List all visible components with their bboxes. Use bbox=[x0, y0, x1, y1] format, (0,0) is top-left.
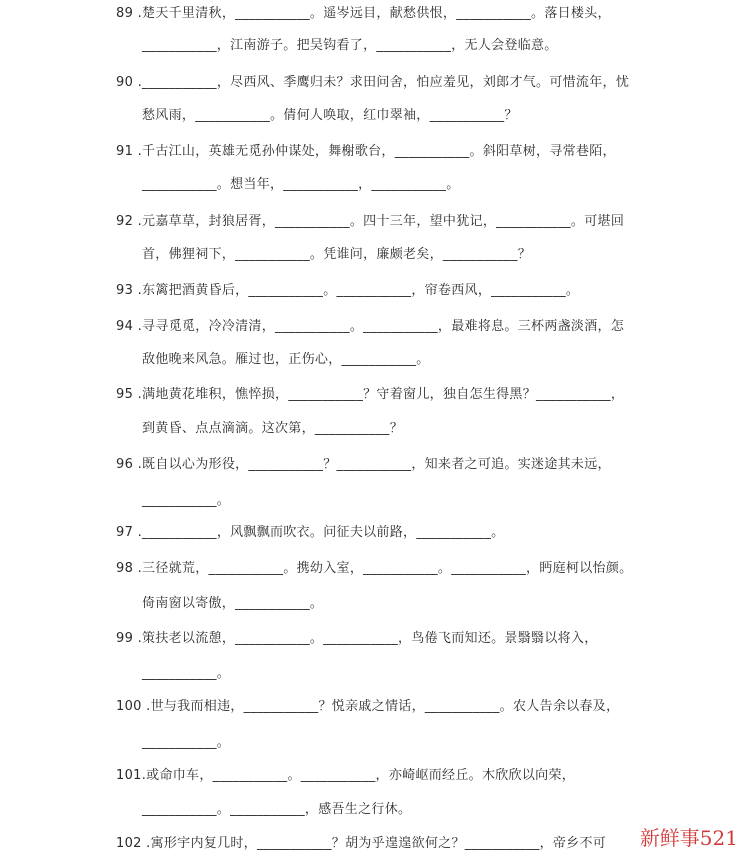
exercise-92-line-2: 首，佛狸祠下，___________。凭谁问，廉颇老矣，___________？ bbox=[142, 247, 531, 262]
exercise-100-line-2: ___________。 bbox=[142, 735, 231, 750]
watermark-text: 新鲜事521 bbox=[639, 826, 738, 850]
exercise-95-line-1: 95 .满地黄花堆积，憔悴损，___________？守着窗儿，独自怎生得黑？___________， bbox=[116, 387, 625, 402]
exercise-97-line-1: 97 .___________，风飘飘而吹衣。问征夫以前路，___________。 bbox=[116, 525, 505, 540]
exercise-101-line-2: ___________。___________，感吾生之行休。 bbox=[142, 802, 412, 817]
exercise-99-line-1: 99 .策扶老以流憩，___________。___________，鸟倦飞而知还。景翳翳以将入， bbox=[116, 631, 598, 646]
exercise-101-line-1: 101.或命巾车，___________。___________，亦崎岖而经丘。木欣欣以向荣， bbox=[116, 768, 576, 783]
exercise-91-line-2: ___________。想当年，___________，___________。 bbox=[142, 177, 460, 192]
exercise-98-line-1: 98 .三径就荒，___________。携幼入室，___________。___________，眄庭柯以怡颜。 bbox=[116, 561, 633, 576]
exercise-96-line-2: ___________。 bbox=[142, 493, 231, 508]
exercise-89-line-1: 89 .楚天千里清秋，___________。遥岑远目，献愁供恨，___________。落日楼头， bbox=[116, 6, 611, 21]
exercise-94-line-2: 敌他晚来风急。雁过也，正伤心，___________。 bbox=[142, 352, 430, 367]
exercise-94-line-1: 94 .寻寻觅觅，冷冷清清，___________。___________，最难将息。三杯两盏淡酒，怎 bbox=[116, 319, 625, 334]
exercise-89-line-2: ___________，江南游子。把吴钩看了，___________，无人会登临意。 bbox=[142, 38, 558, 53]
exercise-98-line-2: 倚南窗以寄傲，___________。 bbox=[142, 596, 324, 611]
exercise-100-line-1: 100 .世与我而相违，___________？悦亲戚之情话，___________。农人告余以春及， bbox=[116, 699, 620, 714]
exercise-92-line-1: 92 .元嘉草草，封狼居胥，___________。四十三年，望中犹记，___________。可堪回 bbox=[116, 214, 625, 229]
exercise-99-line-2: ___________。 bbox=[142, 666, 231, 681]
exercise-90-line-2: 愁风雨，___________。倩何人唤取，红巾翠袖，___________？ bbox=[142, 108, 518, 123]
exercise-90-line-1: 90 .___________，尽西风、季鹰归未？求田问舍，怕应羞见，刘郎才气。可惜流年，忧 bbox=[116, 75, 630, 90]
exercise-102-line-1: 102 .寓形宇内复几时，___________？胡为乎遑遑欲何之？___________，帝乡不可 bbox=[116, 836, 607, 851]
exercise-91-line-1: 91 .千古江山，英雄无觅孙仲谋处，舞榭歌台，___________。斜阳草树，寻常巷陌， bbox=[116, 144, 616, 159]
exercise-95-line-2: 到黄昏、点点滴滴。这次第，___________？ bbox=[142, 421, 403, 436]
exercise-96-line-1: 96 .既自以心为形役，___________？___________，知来者之可追。实迷途其未远， bbox=[116, 457, 611, 472]
exercise-93-line-1: 93 .东篱把酒黄昏后，___________。___________，帘卷西风，___________。 bbox=[116, 283, 580, 298]
